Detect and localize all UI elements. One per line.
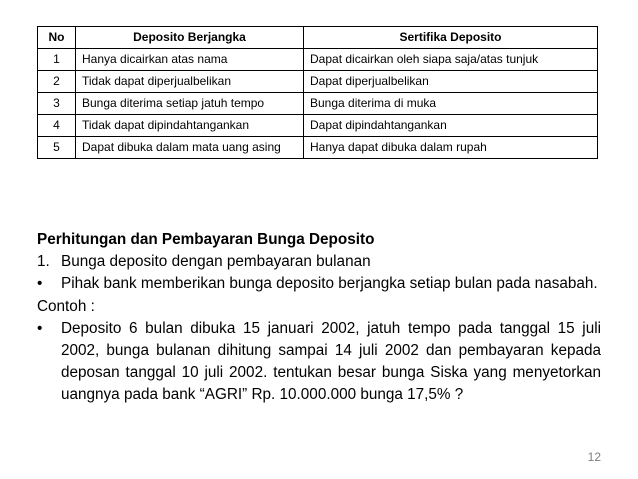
table-row: [38, 115, 598, 137]
sertifika-deposito-cell: Dapat diperjualbelikan: [304, 71, 598, 93]
table-row: [38, 137, 598, 159]
bullet-item: [37, 273, 601, 295]
header-sertifika-deposito: Sertifika Deposito: [304, 27, 598, 49]
deposito-berjangka-cell: Bunga diterima setiap jatuh tempo: [76, 93, 304, 115]
table-row: [38, 49, 598, 71]
numbered-item: [37, 251, 601, 273]
example-label: Contoh :: [37, 297, 95, 315]
sertifika-deposito-cell: Bunga diterima di muka: [304, 93, 598, 115]
table-row: [38, 71, 598, 93]
body-text: [37, 229, 601, 407]
bullet-item-text: Deposito 6 bulan dibuka 15 januari 2002, jatuh tempo pada tanggal 15 juli 2002, bunga bulanan dihitung sampai 14 juli 2002 dan pembayaran kepada deposan tanggal 10 juli 2002. tentukan besar bunga Siska yang menyetorkan uangnya pada bank “AGRI” Rp. 10.000.000 bunga 17,5% ?: [61, 319, 601, 404]
row-number: 5: [38, 137, 76, 159]
bullet-item: [37, 318, 601, 407]
row-number: 2: [38, 71, 76, 93]
deposito-berjangka-cell: Hanya dicairkan atas nama: [76, 49, 304, 71]
row-number: 3: [38, 93, 76, 115]
header-deposito-berjangka: Deposito Berjangka: [76, 27, 304, 49]
sertifika-deposito-cell: Dapat dipindahtangankan: [304, 115, 598, 137]
page-number: 12: [587, 450, 601, 464]
deposito-berjangka-cell: Tidak dapat diperjualbelikan: [76, 71, 304, 93]
sertifika-deposito-cell: Hanya dapat dibuka dalam rupah: [304, 137, 598, 159]
bullet-icon: •: [37, 275, 43, 293]
comparison-table: [37, 26, 598, 159]
bullet-icon: •: [37, 319, 43, 337]
header-no: No: [38, 27, 76, 49]
bullet-item-text: Pihak bank memberikan bunga deposito berjangka setiap bulan pada nasabah.: [61, 275, 598, 293]
number-marker: 1.: [37, 253, 50, 271]
deposito-berjangka-cell: Dapat dibuka dalam mata uang asing: [76, 137, 304, 159]
table-header-row: [38, 27, 598, 49]
section-title: Perhitungan dan Pembayaran Bunga Deposito: [37, 231, 375, 248]
row-number: 1: [38, 49, 76, 71]
table-row: [38, 93, 598, 115]
numbered-item-text: Bunga deposito dengan pembayaran bulanan: [61, 253, 371, 271]
row-number: 4: [38, 115, 76, 137]
deposito-berjangka-cell: Tidak dapat dipindahtangankan: [76, 115, 304, 137]
sertifika-deposito-cell: Dapat dicairkan oleh siapa saja/atas tunjuk: [304, 49, 598, 71]
